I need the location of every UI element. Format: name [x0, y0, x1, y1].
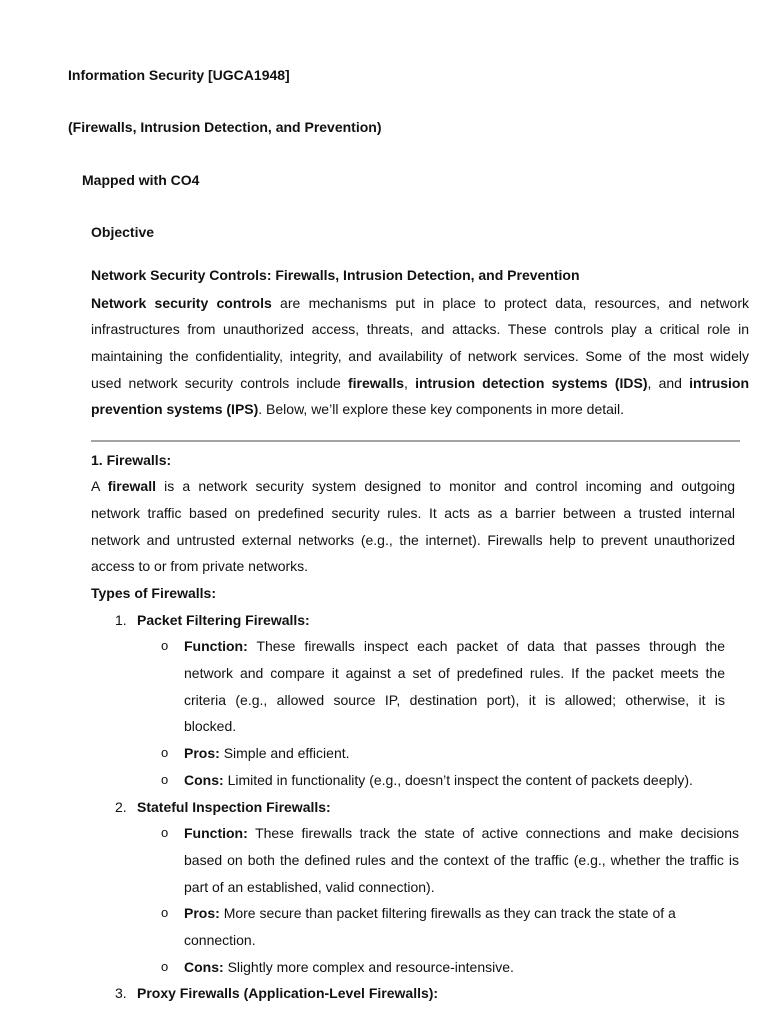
bullet-label: Function: [184, 638, 248, 655]
text-line [184, 900, 739, 927]
intro-paragraph [91, 290, 749, 423]
text-line [184, 927, 739, 954]
bullet-pros [91, 900, 751, 953]
text-line [184, 713, 725, 740]
text-line [184, 954, 739, 981]
text-line [184, 660, 725, 687]
bullet-marker: o [161, 958, 169, 974]
list-number: 1. [115, 611, 127, 628]
firewalls-paragraph [91, 473, 735, 580]
co-mapping: Mapped with CO4 [82, 171, 200, 188]
text-line [91, 527, 735, 554]
list-item-title: Packet Filtering Firewalls: [137, 611, 310, 628]
text-run: , [404, 374, 408, 391]
text-line [184, 874, 739, 901]
list-item-title: Stateful Inspection Firewalls: [137, 798, 331, 815]
objective-heading: Objective [91, 223, 155, 240]
firewalls-section [91, 447, 751, 1007]
bullet-label: Cons: [184, 958, 224, 975]
list-number: 3. [115, 985, 127, 1002]
section-heading: Network Security Controls: Firewalls, Intrusion Detection, and Prevention [91, 266, 580, 283]
bullet-pros [91, 740, 751, 767]
bullet-label: Pros: [184, 745, 220, 762]
text-line [184, 767, 725, 794]
bullet-label: Cons: [184, 771, 224, 788]
bullet-label: Function: [184, 825, 248, 842]
bullet-marker: o [161, 905, 169, 921]
text-run: maintaining the confidentiality, integrity, and availability of network services. Some of the most widely [91, 347, 749, 364]
text-line [91, 370, 749, 397]
text-line [91, 343, 749, 370]
text-run: blocked. [184, 718, 237, 735]
text-line [184, 847, 739, 874]
bullet-marker: o [161, 825, 169, 841]
text-run: network and untrusted external networks (e.g., the internet). Firewalls help to prevent unauthorized [91, 531, 735, 548]
text-run: used network security controls include [91, 374, 341, 391]
text-line [91, 396, 749, 423]
text-run: network traffic based on predefined security rules. It acts as a barrier between a trusted internal [91, 504, 735, 521]
bullet-function [91, 820, 751, 900]
bullet-function [91, 633, 751, 740]
bullet-text [184, 740, 725, 767]
bold-term: firewall [107, 478, 156, 495]
text-run: These firewalls track the state of active connections and make decisions [255, 825, 740, 842]
bullet-marker: o [161, 745, 169, 761]
text-line [184, 687, 725, 714]
text-line [184, 820, 739, 847]
bullet-marker: o [161, 771, 169, 787]
text-run: A [91, 478, 100, 495]
text-run: access to or from private networks. [91, 558, 309, 575]
bullet-marker: o [161, 638, 169, 654]
text-run: based on both the defined rules and the context of the traffic (e.g., whether the traffic is [184, 851, 739, 868]
text-run: Limited in functionality (e.g., doesn’t inspect the content of packets deeply). [227, 771, 693, 788]
text-run: Simple and efficient. [223, 745, 350, 762]
bullet-text [184, 633, 725, 740]
bold-term: prevention systems (IPS) [91, 401, 259, 418]
bold-term: intrusion [689, 374, 750, 391]
text-run: Slightly more complex and resource-intensive. [227, 958, 514, 975]
topic-subtitle: (Firewalls, Intrusion Detection, and Prevention) [68, 118, 382, 135]
firewalls-heading: 1. Firewalls: [91, 451, 172, 468]
list-item-title: Proxy Firewalls (Application-Level Firewalls): [137, 985, 439, 1002]
list-number: 2. [115, 798, 127, 815]
bold-term: Network security controls [91, 294, 272, 311]
text-run: is a network security system designed to monitor and control incoming and outgoing [164, 478, 736, 495]
text-line [91, 473, 735, 500]
text-line [91, 290, 749, 317]
types-heading: Types of Firewalls: [91, 585, 216, 602]
bullet-text [184, 900, 739, 953]
bullet-cons [91, 767, 751, 794]
text-line [91, 316, 749, 343]
text-run: part of an established, valid connection). [184, 878, 435, 895]
bold-term: intrusion detection systems (IDS) [415, 374, 648, 391]
text-run: network and compare it against a set of predefined rules. If the packet meets the [184, 665, 725, 682]
list-item-stateful-inspection [91, 794, 751, 821]
bold-term: firewalls [347, 374, 405, 391]
bullet-label: Pros: [184, 905, 220, 922]
text-run: infrastructures from unauthorized access, threats, and attacks. These controls play a critical role in [91, 321, 749, 338]
bullet-cons [91, 954, 751, 981]
bullet-text [184, 820, 739, 900]
text-line [91, 500, 735, 527]
list-item-packet-filtering [91, 607, 751, 634]
text-run: . Below, we’ll explore these key components in more detail. [258, 401, 625, 418]
bullet-text [184, 954, 739, 981]
text-line [184, 740, 725, 767]
text-run: More secure than packet filtering firewalls as they can track the state of a [223, 905, 676, 922]
text-line [91, 553, 735, 580]
text-line [184, 633, 725, 660]
text-run: connection. [184, 931, 256, 948]
text-run: These firewalls inspect each packet of data that passes through the [256, 638, 725, 655]
bullet-text [184, 767, 725, 794]
text-run: , and [647, 374, 682, 391]
section-divider [91, 440, 740, 442]
course-title: Information Security [UGCA1948] [68, 66, 290, 83]
list-item-proxy [91, 980, 751, 1007]
text-run: criteria (e.g., allowed source IP, destination port), it is allowed; otherwise, it is [184, 691, 725, 708]
text-run: are mechanisms put in place to protect data, resources, and network [280, 294, 749, 311]
